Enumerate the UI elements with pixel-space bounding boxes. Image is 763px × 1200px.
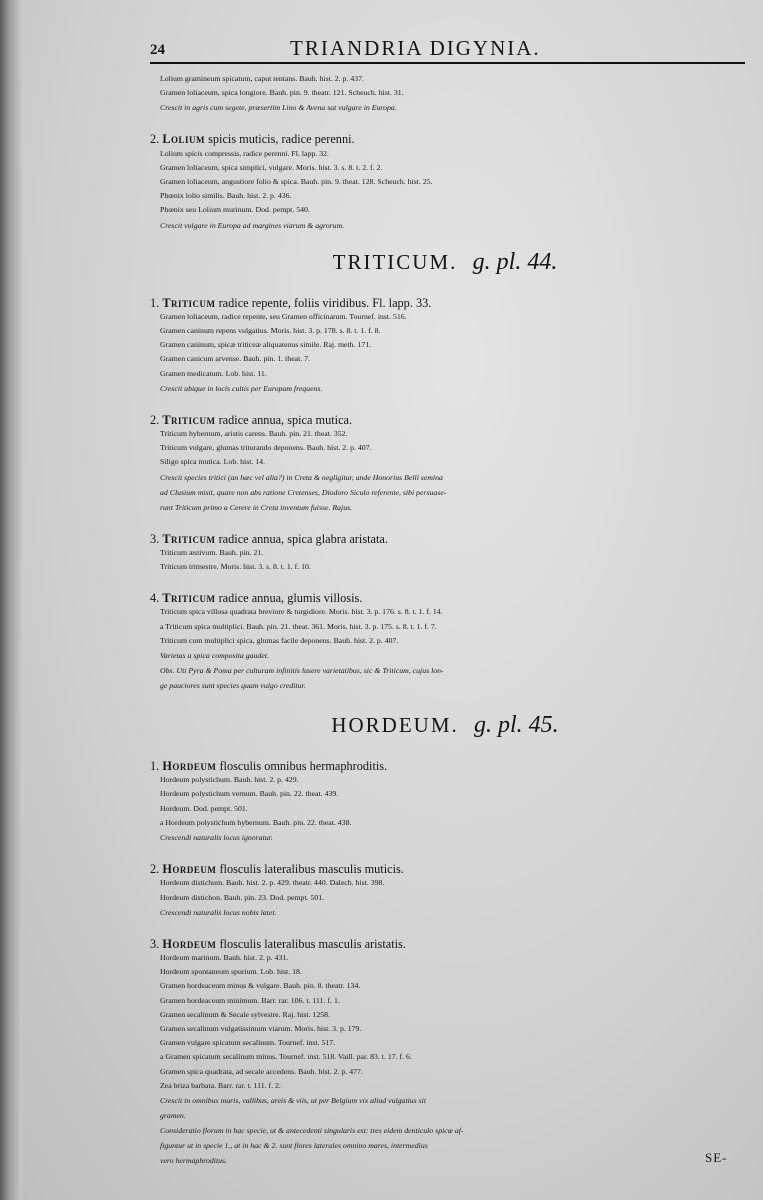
species-number: 1. xyxy=(150,759,160,774)
species-diagnosis: radice annua, spica glabra aristata. xyxy=(215,531,388,546)
synonym-line: Triticum cum multiplici spica, glumas facile deponens. Bauh. hist. 2. p. 407. xyxy=(160,635,399,645)
genus-title: TRITICUM. xyxy=(332,249,458,274)
genus-heading-triticum xyxy=(150,250,740,274)
genus-heading-hordeum xyxy=(150,713,740,737)
synonym-line: Hordeum polystichum. Bauh. hist. 2. p. 429. xyxy=(160,775,299,785)
species-heading xyxy=(150,862,740,876)
species-number: 2. xyxy=(150,862,160,877)
habitat-line: ge pauciores sunt species quam vulgo creditur. xyxy=(160,681,306,691)
page-number: 24 xyxy=(150,42,165,58)
habitat-line: Crescit species tritici (an hæc vel alia?) in Creta & negligitur, unde Honorius Belli semina xyxy=(160,472,443,482)
habitat-line: Varietas a spica composita gaudet. xyxy=(160,651,269,661)
synonym-line: a Triticum spica multiplici. Bauh. pin. 21. theat. 361. Moris. hist. 3. p. 175. s. 8. t. 1. f. 7. xyxy=(160,621,437,631)
habitat-line: figuntur ut in specie 1., at in hac & 2. sunt flores laterales omnino mares, intermedius xyxy=(160,1140,428,1150)
synonym-line: Lolium gramineum spicatum, caput tentans. Bauh. hist. 2. p. 437. xyxy=(160,74,364,83)
species-diagnosis: flosculis lateralibus masculis muticis. xyxy=(216,862,404,877)
synonym-line: Zea briza barbata. Barr. rar. t. 111. f. 2. xyxy=(160,1080,281,1090)
habitat-line: gramen. xyxy=(160,1110,186,1120)
catchword: SE- xyxy=(705,1150,728,1165)
species-diagnosis: radice annua, spica mutica. xyxy=(215,412,353,427)
species-diagnosis: flosculis lateralibus masculis aristatis. xyxy=(216,936,406,951)
synonym-line: Triticum hybernum, aristis carens. Bauh. pin. 21. theat. 352. xyxy=(160,429,348,439)
synonym-line: Triticum vulgare, glumas triturando deponens. Bauh. hist. 2. p. 407. xyxy=(160,443,372,453)
synonym-line: Gramen canicum arvense. Bauh. pin. 1. theat. 7. xyxy=(160,354,311,364)
species-number: 3. xyxy=(150,531,160,546)
synonym-line: Lolium spicis compressis, radice perenni. Fl. lapp. 32. xyxy=(160,148,329,158)
species-genus-name: Triticum xyxy=(162,412,216,427)
synonym-line: Gramen vulgare spicatum secalinum. Tournef. inst. 517. xyxy=(160,1038,336,1048)
synonym-line: Gramen spica quadrata, ad secale accedens. Bauh. hist. 2. p. 477. xyxy=(160,1066,363,1076)
species-entry xyxy=(150,937,740,1168)
genus-reference: g. pl. 45. xyxy=(474,712,559,739)
triticum-species-list xyxy=(150,296,740,693)
species-genus-name: Triticum xyxy=(162,531,216,546)
species-heading xyxy=(150,591,740,605)
synonym-line: Gramen hordeaceum minimum. Barr. rar. 106. t. 111. f. 1. xyxy=(160,995,340,1005)
species-genus-name: Triticum xyxy=(162,591,216,606)
species-genus-name: Lolium xyxy=(162,132,206,147)
habitat-line: Obs. Uti Pyra & Poma per culturam infinitis lusere varietatibus, sic & Triticum, cujus lon- xyxy=(160,666,444,676)
species-entry xyxy=(150,296,740,396)
synonym-line: Gramen caninum repens vulgatius. Moris. hist. 3. p. 178. s. 8. t. 1. f. 8. xyxy=(160,326,381,336)
running-head: TRIANDRIA DIGYNIA. xyxy=(290,36,541,60)
species-heading xyxy=(150,937,740,951)
species-genus-name: Hordeum xyxy=(162,862,217,877)
species-number: 3. xyxy=(150,936,160,951)
hordeum-species-list xyxy=(150,759,740,1168)
habitat-line: Crescit vulgare in Europa ad margines viarum & agrorum. xyxy=(160,220,345,230)
species-entry xyxy=(150,759,740,845)
synonym-line: Triticum spica villosa quadrata breviore & turgidiore. Moris. hist. 3. p. 176. s. 8. t. 1. f. 14. xyxy=(160,607,443,617)
species-entry xyxy=(150,591,740,693)
habitat-line: vero hermaphroditus. xyxy=(160,1155,227,1165)
page-content xyxy=(150,72,740,1185)
species-number: 2. xyxy=(150,132,160,147)
species-diagnosis: spicis muticis, radice perenni. xyxy=(205,132,355,147)
habitat-line: runt Triticum primo a Cerere in Creta inventum fuisse. Rajus. xyxy=(160,502,353,512)
synonym-line: Gramen loliaceum, angustiore folio & spica. Bauh. pin. 9. theat. 128. Scheuch. hist. 25. xyxy=(160,177,433,187)
synonym-line: Gramen secalinum & Secale sylvestre. Raj. hist. 1258. xyxy=(160,1009,330,1019)
book-gutter-shadow xyxy=(0,0,22,1200)
synonym-line: Siligo spica mutica. Lob. hist. 14. xyxy=(160,457,266,467)
synonym-line: Gramen secalinum vulgatissimum viarum. Moris. hist. 3. p. 179. xyxy=(160,1023,362,1033)
species-diagnosis: radice repente, foliis viridibus. Fl. lapp. 33. xyxy=(215,295,432,310)
page-header xyxy=(150,34,745,64)
synonym-line: Phœnix lolio similis. Bauh. hist. 2. p. 436. xyxy=(160,191,292,201)
synonym-line: Hordeum. Dod. pempt. 501. xyxy=(160,803,248,813)
synonym-line: Gramen caninum, spicæ triticeæ aliquatenus simile. Raj. meth. 171. xyxy=(160,340,372,350)
habitat-line: ad Clusium misit, quare non abs ratione Cretenses, Diodoro Siculo referente, sibi persuase- xyxy=(160,487,447,497)
species-number: 2. xyxy=(150,412,160,427)
habitat-line: Crescit in agris cum segete, præsertim Lino & Avena sat vulgare in Europa. xyxy=(160,103,397,113)
synonym-line: Hordeum distichon. Bauh. pin. 23. Dod. pempt. 501. xyxy=(160,892,325,902)
synonym-line: Triticum æstivum. Bauh. pin. 21. xyxy=(160,547,264,557)
species-heading xyxy=(150,532,740,546)
habitat-line: Consideratio florum in hac specie, ut & antecedenti singularis est: tres eidem denticulo spicæ af- xyxy=(160,1125,464,1135)
species-diagnosis: flosculis omnibus hermaphroditis. xyxy=(216,759,388,774)
species-genus-name: Hordeum xyxy=(162,936,217,951)
habitat-line: Crescendi naturalis locus ignoratur. xyxy=(160,833,273,843)
species-entry xyxy=(150,532,740,575)
species-heading xyxy=(150,413,740,427)
habitat-line: Crescit ubique in locis cultis per Europam frequens. xyxy=(160,383,323,393)
synonym-line: Phœnix seu Lolium murinum. Dod. pempt. 540. xyxy=(160,205,310,215)
synonym-line: Gramen hordeaceum minus & vulgare. Bauh. pin. 8. theatr. 134. xyxy=(160,981,361,991)
synonym-line: Gramen loliaceum, spica longiore. Bauh. pin. 9. theatr. 121. Scheuch. hist. 31. xyxy=(160,88,404,98)
synonym-line: Hordeum marinum. Bauh. hist. 2. p. 431. xyxy=(160,952,289,962)
synonym-line: Triticum trimestre. Moris. hist. 3. s. 8. t. 1. f. 10. xyxy=(160,562,311,572)
synonym-line: Hordeum spontaneum spurium. Lob. hist. 18. xyxy=(160,967,302,977)
lolium-continuation xyxy=(150,72,740,115)
genus-reference: g. pl. 44. xyxy=(472,248,558,275)
species-heading xyxy=(150,759,740,773)
species-entry xyxy=(150,413,740,515)
synonym-line: a Hordeum polystichum hybernum. Bauh. pin. 22. theat. 438. xyxy=(160,817,352,827)
header-rule xyxy=(150,62,745,64)
synonym-line: Hordeum distichum. Bauh. hist. 2. p. 429. theatr. 440. Dalech. hist. 398. xyxy=(160,878,385,888)
species-heading xyxy=(150,296,740,310)
species-genus-name: Hordeum xyxy=(162,759,217,774)
species-heading xyxy=(150,132,740,146)
genus-title: HORDEUM. xyxy=(331,713,459,738)
synonym-line: Gramen loliaceum, spica simplici, vulgare. Moris. hist. 3. s. 8. t. 2. f. 2. xyxy=(160,162,383,172)
lolium-species-2 xyxy=(150,132,740,232)
species-number: 4. xyxy=(150,591,160,606)
species-number: 1. xyxy=(150,295,160,310)
habitat-line: Crescit in omnibus muris, vallibus, areis & viis, ut per Belgium vix aliud vulgatius sit xyxy=(160,1095,427,1105)
habitat-line: Crescendi naturalis locus nobis latet. xyxy=(160,907,277,917)
synonym-line: Gramen loliaceum, radice repente, seu Gramen officinarum. Tournef. inst. 516. xyxy=(160,311,407,321)
species-genus-name: Triticum xyxy=(162,295,216,310)
synonym-line: Gramen medicatum. Lob. hist. 11. xyxy=(160,368,267,378)
synonym-line: a Gramen spicatum secalinum minus. Tournef. inst. 518. Vaill. par. 83. t. 17. f. 6. xyxy=(160,1052,412,1062)
species-entry xyxy=(150,862,740,920)
species-diagnosis: radice annua, glumis villosis. xyxy=(215,591,363,606)
synonym-line: Hordeum polystichum vernum. Bauh. pin. 22. theat. 439. xyxy=(160,789,339,799)
